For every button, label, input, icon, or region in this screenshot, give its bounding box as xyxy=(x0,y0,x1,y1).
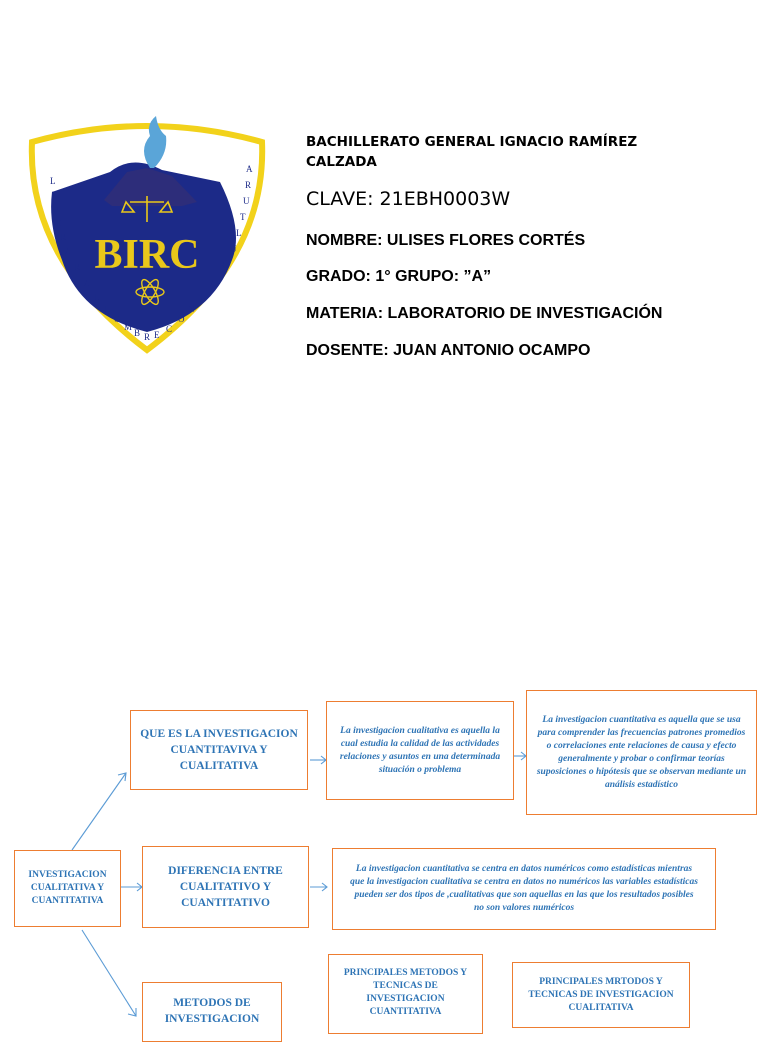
svg-text:L: L xyxy=(200,292,206,302)
svg-text:A: A xyxy=(246,164,253,174)
svg-text:M: M xyxy=(124,322,133,332)
difference-text: La investigacion cuantitativa se centra en datos numéricos como estadísticas mientras que la investigacion cualitativa se centra en datos no numéricos las variables estadísticas pueden ser dos tipos de ,cualitativas que son aquellas en las que los resultados posibles no son valores numéricos xyxy=(332,848,716,930)
svg-text:R: R xyxy=(60,232,67,242)
connector-root-branch1 xyxy=(72,773,126,850)
svg-text:E: E xyxy=(56,218,62,228)
svg-text:A: A xyxy=(84,278,91,288)
branch2-title: DIFERENCIA ENTRE CUALITATIVO Y CUANTITATIVO xyxy=(142,846,309,928)
definition-cuantitativa: La investigacion cuantitativa es aquella que se usa para comprender las frecuencias patrones promedios o correlaciones ente relaciones de causa y efecto generalmente y probar o confirmar teorías suposiciones o hipótesis que se observan mediante un análisis estadístico xyxy=(526,690,757,815)
svg-text:U: U xyxy=(243,196,250,206)
connector-root-branch3 xyxy=(82,930,136,1016)
school-key: CLAVE: 21EBH0003W xyxy=(306,188,511,210)
school-name: BACHILLERATO GENERAL IGNACIO RAMÍREZ CALZADA xyxy=(306,134,638,170)
methods-cuantitativa: PRINCIPALES METODOS Y TECNICAS DE INVESTIGACION CUANTITATIVA xyxy=(328,954,483,1034)
svg-text:O: O xyxy=(114,314,121,324)
svg-text:C: C xyxy=(166,324,173,334)
svg-text:O: O xyxy=(178,314,185,324)
svg-text:A: A xyxy=(65,246,72,256)
logo-text: BIRC xyxy=(94,232,200,278)
root-node: INVESTIGACION CUALITATIVA Y CUANTITATIVA xyxy=(14,850,121,927)
svg-text:R: R xyxy=(74,262,81,272)
svg-text:T: T xyxy=(240,212,246,222)
branch1-title: QUE ES LA INVESTIGACION CUANTITAVIVA Y CUALITATIVA xyxy=(130,710,308,790)
definition-cualitativa: La investigacion cualitativa es aquella la cual estudia la calidad de las actividades relaciones y asuntos en una determinada situación o problema xyxy=(326,701,514,800)
svg-text:A: A xyxy=(210,278,217,288)
svg-text:L: L xyxy=(236,228,242,238)
school-logo xyxy=(22,110,272,360)
svg-text:B: B xyxy=(134,328,141,338)
svg-text:U: U xyxy=(230,244,237,254)
svg-text:E: E xyxy=(154,330,160,340)
svg-text:C: C xyxy=(222,260,229,270)
svg-text:L: L xyxy=(94,292,100,302)
svg-text:I: I xyxy=(52,190,55,200)
svg-text:N: N xyxy=(188,304,195,314)
svg-text:R: R xyxy=(245,180,252,190)
svg-text:L: L xyxy=(50,176,56,186)
grade-group: GRADO: 1° GRUPO: ”A” xyxy=(306,268,492,285)
branch3-title: METODOS DE INVESTIGACION xyxy=(142,982,282,1042)
svg-text:B: B xyxy=(53,204,60,214)
subject: MATERIA: LABORATORIO DE INVESTIGACIÓN xyxy=(306,305,663,322)
student-name: NOMBRE: ULISES FLORES CORTÉS xyxy=(306,232,586,249)
svg-text:H: H xyxy=(104,304,111,314)
teacher: DOSENTE: JUAN ANTONIO OCAMPO xyxy=(306,342,591,359)
methods-cualitativa: PRINCIPALES MRTODOS Y TECNICAS DE INVESTIGACION CUALITATIVA xyxy=(512,962,690,1028)
svg-text:R: R xyxy=(144,332,151,342)
